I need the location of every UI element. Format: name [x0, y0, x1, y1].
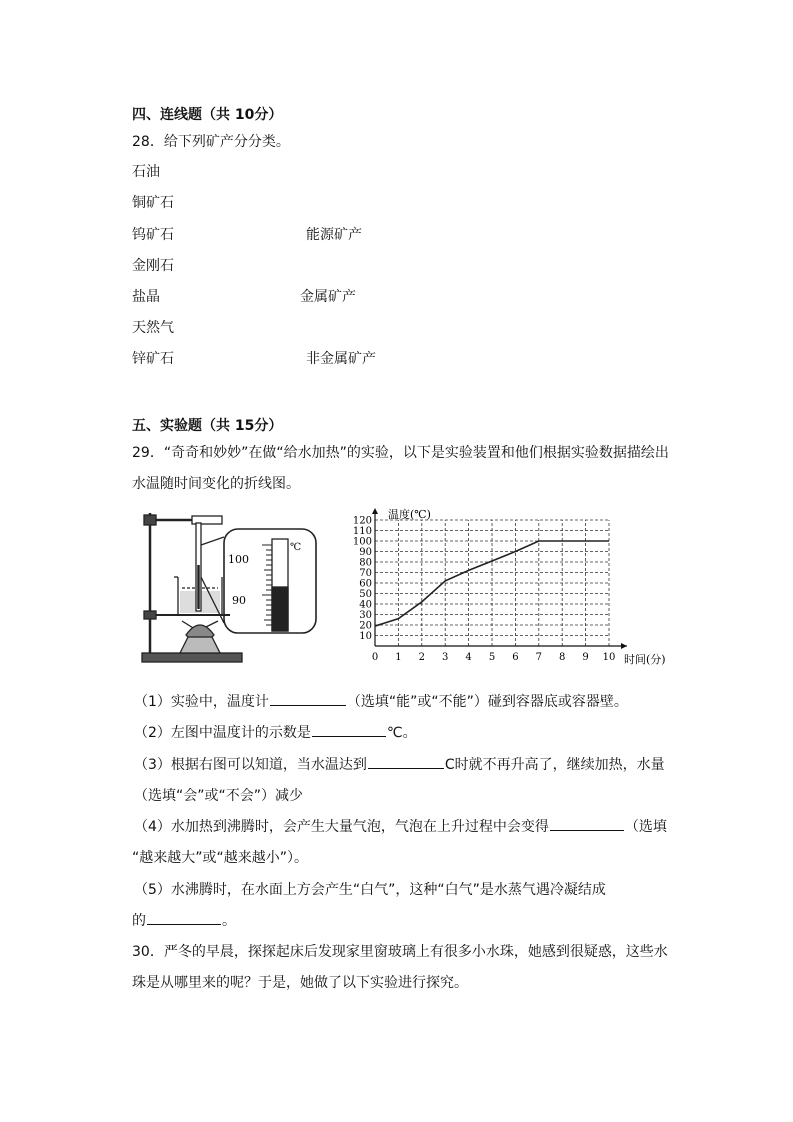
x-tick-label: 10 [602, 652, 616, 663]
chart-y-ticks [353, 516, 372, 643]
x-tick-label: 8 [559, 652, 566, 663]
sub1-text-a: （1）实验中，温度计 [134, 694, 269, 710]
mineral-item: 锌矿石 [132, 351, 174, 367]
section-5-title: 五、实验题（共 15分） [132, 418, 283, 434]
y-tick-label: 40 [359, 599, 372, 611]
x-tick-label: 2 [418, 652, 425, 663]
x-tick-label: 4 [465, 652, 472, 663]
question-30-line1: 30．严冬的早晨，探探起床后发现家里窗玻璃上有很多小水珠，她感到很疑惑，这些水 [132, 944, 668, 960]
y-tick-label: 110 [352, 526, 372, 537]
y-axis-arrow [372, 508, 378, 514]
answer-blank-2[interactable] [312, 722, 386, 737]
answer-blank-4[interactable] [550, 816, 624, 831]
y-tick-label: 30 [359, 610, 372, 621]
x-tick-label: 9 [582, 652, 589, 663]
y-tick-label: 60 [359, 578, 372, 590]
answer-blank-5[interactable] [147, 910, 221, 925]
mineral-item: 钨矿石 [132, 227, 174, 243]
mineral-item: 铜矿石 [132, 195, 174, 211]
category-item: 金属矿产 [300, 289, 356, 305]
chart-x-ticks [372, 652, 616, 663]
mineral-item: 金刚石 [132, 258, 174, 274]
sub-question-3 [134, 754, 665, 774]
x-tick-label: 3 [442, 652, 449, 663]
question-29-stem-line1: 29．“奇奇和妙妙”在做“给水加热”的实验，以下是实验装置和他们根据实验数据描绘出 [132, 445, 669, 461]
answer-blank-1[interactable] [270, 691, 346, 706]
answer-blank-3[interactable] [368, 754, 444, 769]
heating-apparatus-figure [138, 505, 338, 667]
sub2-text-a: （2）左图中温度计的示数是 [134, 725, 311, 741]
y-tick-label: 120 [352, 515, 372, 527]
y-tick-label: 10 [359, 631, 372, 642]
x-tick-label: 0 [371, 652, 379, 663]
category-item: 非金属矿产 [306, 351, 376, 367]
y-tick-label: 70 [359, 568, 372, 579]
sub-question-3-cont: （选填“会”或“不会”）减少 [134, 788, 304, 804]
chart-x-label: 时间(分) [624, 653, 666, 666]
chart-grid [375, 520, 609, 646]
x-axis-arrow [621, 643, 627, 649]
chart-axes [372, 508, 627, 649]
sub1-text-b: （选填“能”或“不能”）碰到容器底或容器壁。 [346, 694, 628, 710]
sub-question-1 [134, 691, 628, 711]
question-28-stem: 28．给下列矿产分分类。 [132, 134, 290, 150]
thermo-label-90: 90 [232, 594, 246, 607]
y-tick-label: 50 [359, 589, 372, 600]
thermo-label-100: 100 [228, 553, 249, 566]
sub-question-5: （5）水沸腾时，在水面上方会产生“白气”，这种“白气”是水蒸气遇冷凝结成 [134, 882, 606, 898]
y-tick-label: 80 [359, 557, 372, 569]
mineral-item: 天然气 [132, 320, 174, 336]
question-30-line2: 珠是从哪里来的呢？于是，她做了以下实验进行探究。 [132, 975, 468, 991]
sub-question-4-cont: “越来越大”或“越来越小”）。 [132, 850, 309, 866]
y-tick-label: 100 [352, 536, 372, 548]
category-item: 能源矿产 [306, 227, 362, 243]
mineral-item: 石油 [132, 164, 160, 180]
sub-question-4 [134, 816, 667, 836]
sub-question-5-cont [132, 910, 236, 930]
x-tick-label: 1 [395, 652, 402, 663]
question-29-stem-line2: 水温随时间变化的折线图。 [132, 476, 300, 492]
sub3-text-b: C时就不再升高了，继续加热，水量 [444, 757, 665, 773]
temperature-time-chart [352, 505, 687, 670]
x-tick-label: 7 [535, 652, 542, 663]
sub5-text-c: 。 [222, 913, 236, 929]
sub2-text-b: ℃。 [386, 725, 417, 741]
y-tick-label: 90 [359, 547, 372, 558]
mineral-item: 盐晶 [132, 289, 160, 305]
x-tick-label: 5 [488, 652, 496, 663]
sub5-text-b: 的 [132, 913, 146, 929]
chart-y-label: 温度(℃) [388, 508, 431, 521]
sub4-text-b: （选填 [624, 819, 667, 835]
section-4-title: 四、连线题（共 10分） [132, 107, 283, 123]
thermo-unit: ℃ [290, 542, 302, 553]
x-tick-label: 6 [512, 652, 519, 663]
sub4-text-a: （4）水加热到沸腾时，会产生大量气泡，气泡在上升过程中会变得 [134, 819, 549, 835]
sub3-text-a: （3）根据右图可以知道，当水温达到 [134, 757, 367, 773]
sub-question-2 [134, 722, 417, 742]
y-tick-label: 20 [359, 620, 372, 632]
